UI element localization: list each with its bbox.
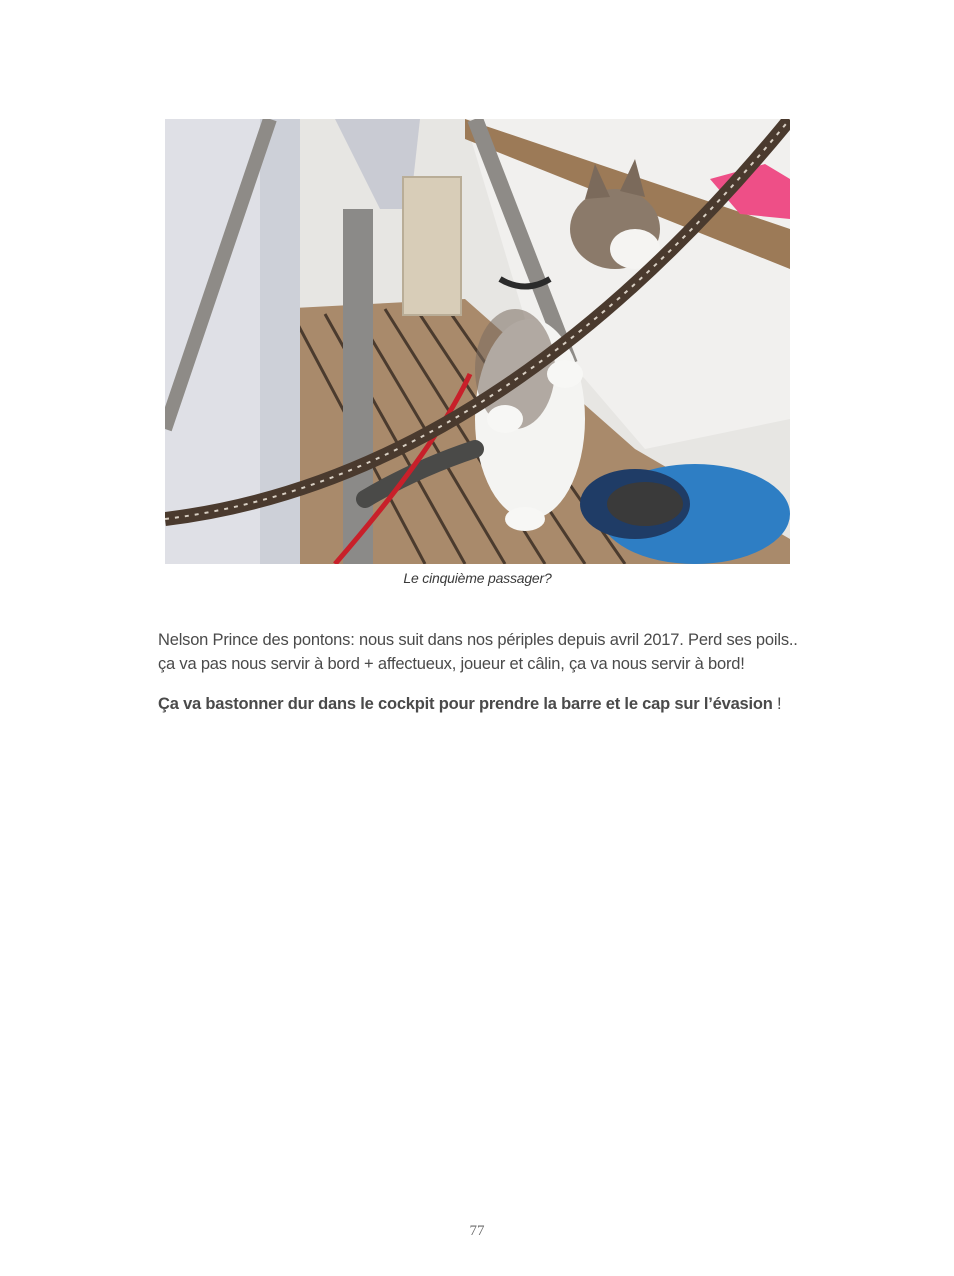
figure-caption: Le cinquième passager? [403, 570, 552, 586]
cat-photo-illustration [165, 119, 790, 564]
bold-paragraph [158, 692, 808, 716]
bold-suffix: ! [772, 695, 782, 713]
intro-line-2: ça va pas nous servir à bord + affectueux, joueur et câlin, ça va nous servir à bord! [158, 655, 745, 673]
page-number: 77 [469, 1223, 485, 1239]
intro-paragraph [158, 628, 808, 676]
bold-text: Ça va bastonner dur dans le cockpit pour prendre la barre et le cap sur l’évasion [158, 695, 773, 713]
body-text [158, 628, 808, 732]
intro-line-1: Nelson Prince des pontons: nous suit dans nos périples depuis avril 2017. Perd ses poils.. [158, 631, 798, 649]
cat-photo [165, 119, 790, 564]
